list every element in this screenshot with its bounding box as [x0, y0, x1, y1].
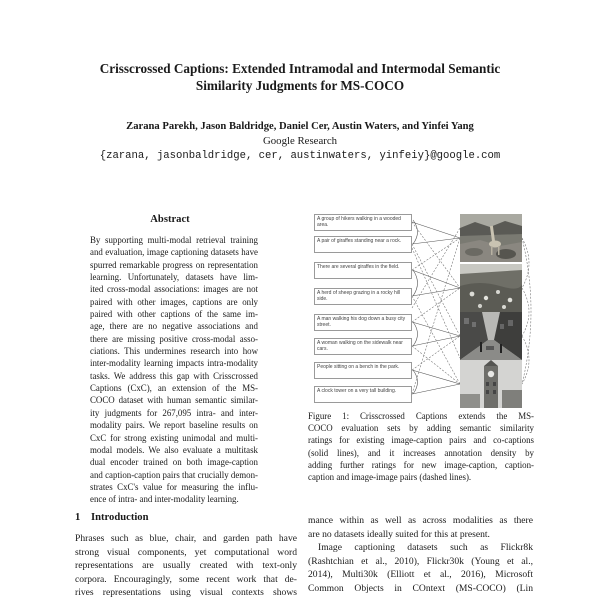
intro-line: (Rashtchian et al., 2010), Flickr30k (Young et al.,: [308, 555, 533, 567]
abstract-line: ence of intra- and inter-modality learning.: [90, 494, 239, 505]
solid-link: [412, 370, 460, 384]
sheep-photo: [460, 264, 522, 312]
caption-line: Figure 1: Crisscrossed Captions extends the MS-: [308, 411, 534, 421]
title-line-1: Crisscrossed Captions: Extended Intramodal and Intermodal Semantic: [99, 61, 501, 76]
author-emails: {zarana, jasonbaldridge, cer, austinwaters, yinfeiy}@google.com: [99, 150, 501, 162]
figure-1: [314, 208, 540, 408]
abstract-line: ity judgments for 267,095 intra- and inter-: [90, 407, 258, 418]
dashed-link: [412, 296, 460, 384]
solid-link: [412, 288, 460, 296]
abstract-line: and evaluation, image captioning datasets have: [90, 247, 258, 258]
abstract-line: paired with other captions of the same im-: [90, 309, 258, 320]
street-photo: [460, 312, 522, 360]
abstract-line: modal models. We also evaluate a multitask: [90, 444, 258, 455]
abstract-body: [90, 234, 258, 506]
caption-line: adding further ratings for new image-caption, caption-: [308, 459, 534, 470]
caption-box: A pair of giraffes standing near a rock.: [314, 236, 412, 253]
dashed-link: [412, 248, 460, 358]
solid-link: [412, 270, 460, 288]
caption-caption-link: [413, 270, 418, 296]
solid-link: [412, 322, 460, 336]
intro-line: strong visual components, yet computational word: [75, 546, 297, 558]
intro-line: are no datasets ideally suited for this at present.: [308, 528, 490, 540]
affiliation: Google Research: [262, 135, 338, 147]
abstract-line: COCO dataset with human semantic similar-: [90, 395, 258, 406]
intro-line: rives representations using visual contexts shows: [75, 587, 297, 599]
abstract-line: ciations. This undermines research into how: [90, 346, 258, 357]
caption-box: A clock tower on a very tall building.: [314, 386, 412, 403]
abstract-line: By supporting multi-modal retrieval training: [90, 235, 258, 245]
abstract-line: learning. Unfortunately, datasets have lim-: [90, 272, 258, 283]
abstract-line: modality pairs. We report baseline results on: [90, 420, 258, 431]
caption-box: A herd of sheep grazing in a rocky hill side.: [314, 288, 412, 305]
image-image-link: [522, 288, 529, 336]
image-image-link: [522, 336, 529, 384]
caption-box: A man walking his dog down a busy city street.: [314, 314, 412, 331]
caption-box: There are several giraffes in the field.: [314, 262, 412, 279]
intro-line: mance within as well as across modalities as there: [308, 515, 533, 526]
abstract-line: inter-modality learning impacts intra-modality: [90, 358, 258, 369]
caption-line: (solid lines), and it increases annotation density by: [308, 447, 534, 458]
paper-title: [40, 60, 560, 94]
title-line-2: Similarity Judgments for MS-COCO: [195, 78, 405, 93]
intro-line: 2014), Multi30k (Elliott et al., 2016), Microsoft: [308, 569, 533, 581]
abstract-line: spurred remarkable progress on representation: [90, 259, 258, 270]
abstract-line: CxC for strong existing unimodal and multi-: [90, 432, 258, 443]
intro-right-column: [308, 514, 533, 596]
author-list: Zarana Parekh, Jason Baldridge, Daniel Cer, Austin Waters, and Yinfei Yang: [126, 121, 474, 132]
intro-line: Image captioning datasets such as Flickr8k: [318, 542, 533, 554]
abstract-line: ited cross-modal associations: images are not: [90, 284, 258, 295]
abstract-line: strates CxC's value for measuring the influ-: [90, 481, 258, 492]
section-title: Introduction: [91, 512, 149, 523]
caption-caption-link: [413, 370, 418, 394]
caption-line: caption and image-image pairs (dashed lines).: [308, 471, 472, 482]
caption-box: People sitting on a bench in the park.: [314, 362, 412, 379]
section-number: 1: [75, 512, 81, 523]
dashed-link: [412, 222, 460, 288]
image-image-link: [522, 238, 529, 288]
clock-tower-photo: [460, 360, 522, 408]
abstract-line: age, there are no negative associations and: [90, 321, 258, 332]
caption-line: ratings for existing image-caption pairs and co-captions: [308, 435, 534, 446]
abstract-line: dual encoder trained on both image-caption: [90, 457, 258, 468]
abstract-line: tasks. We address this gap with Crisscrossed: [90, 370, 258, 381]
solid-link: [412, 384, 460, 394]
abstract-line: Captions (CxC), an extension of the MS-: [90, 383, 258, 394]
abstract-line: there are missing positive cross-modal asso-: [90, 333, 258, 344]
dashed-link: [412, 228, 460, 308]
abstract-heading: Abstract: [150, 214, 190, 225]
image-image-link: [522, 238, 531, 384]
caption-line: COCO evaluation sets by adding semantic similarity: [308, 423, 534, 434]
intro-line: Common Objects in COntext (MS-COCO) (Lin: [308, 582, 533, 594]
intro-line: Phrases such as blue, chair, and garden path have: [75, 533, 297, 544]
caption-box: A woman walking on the sidewalk near cars.: [314, 338, 412, 355]
solid-link: [412, 238, 460, 244]
caption-caption-link: [413, 322, 418, 346]
giraffe-photo: [460, 214, 522, 262]
dashed-link: [412, 244, 460, 336]
figure-caption: [308, 410, 534, 483]
intro-line: representations are usually created with text-only: [75, 560, 297, 572]
section-heading: [75, 512, 149, 523]
intro-left-column: [75, 532, 297, 600]
caption-box: A group of hikers walking in a wooded area.: [314, 214, 412, 231]
abstract-line: and caption-caption pairs that crucially demon-: [90, 469, 258, 480]
intro-line: corpora. Encouragingly, some recent work that de-: [75, 573, 297, 585]
solid-link: [412, 222, 460, 238]
abstract-line: paired with other images, captions are only: [90, 296, 258, 307]
